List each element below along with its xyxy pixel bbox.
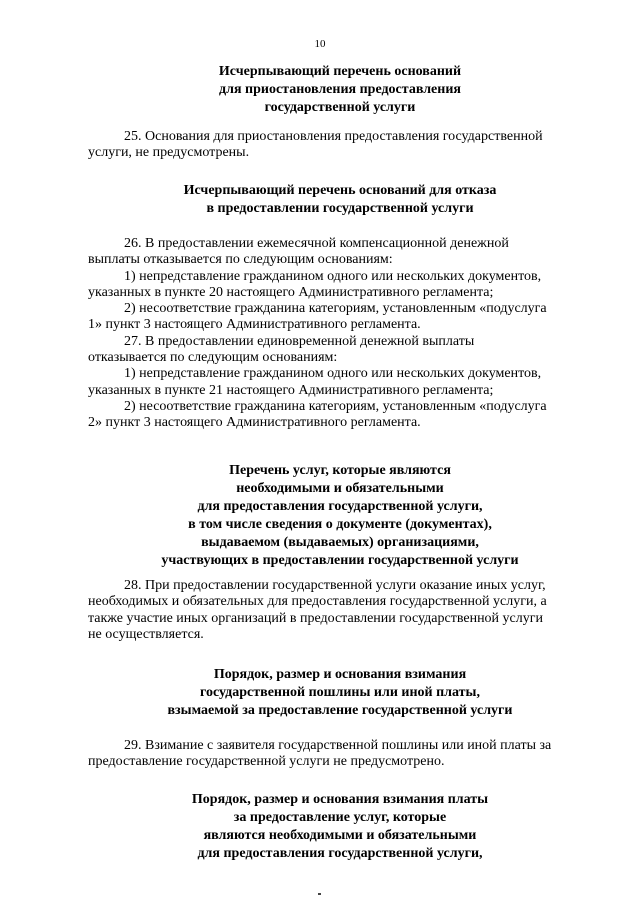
- section-heading-refusal: [100, 182, 580, 218]
- text-line: 26. В предоставлении ежемесячной компенсационной денежной: [124, 236, 509, 251]
- heading-line: государственной пошлины или иной платы,: [200, 685, 480, 700]
- heading-line: Порядок, размер и основания взимания: [213, 667, 467, 682]
- page-number: 10: [314, 38, 326, 50]
- text-line: не осуществляется.: [88, 626, 204, 642]
- text-line: 2) несоответствие гражданина категориям, установленным «подуслуга: [124, 398, 547, 414]
- text-line: выплаты отказывается по следующим основаниям:: [88, 252, 393, 268]
- section-heading-fee-for-services: [100, 791, 580, 863]
- heading-line: Исчерпывающий перечень оснований для отказа: [183, 183, 497, 198]
- heading-line: государственной услуги: [264, 100, 416, 115]
- heading-line: в том числе сведения о документе (документах),: [188, 517, 492, 532]
- text-line: 25. Основания для приостановления предоставления государственной: [124, 129, 543, 144]
- paragraph-28: [88, 578, 590, 643]
- heading-line: выдаваемом (выдаваемых) организациями,: [201, 535, 479, 550]
- heading-line: в предоставлении государственной услуги: [206, 201, 474, 216]
- heading-line: для предоставления государственной услуги,: [197, 499, 483, 514]
- text-line: также участие иных организаций в предоставлении государственной услуги: [88, 610, 543, 626]
- text-line: 1) непредставление гражданином одного или нескольких документов,: [124, 366, 542, 382]
- text-line: 1» пункт 3 настоящего Административного регламента.: [88, 317, 421, 333]
- heading-line: взымаемой за предоставление государственной услуги: [167, 703, 513, 718]
- text-line: указанных в пункте 21 настоящего Административного регламента;: [88, 382, 494, 398]
- text-line: 29. Взимание с заявителя государственной пошлины или иной платы за: [124, 738, 552, 753]
- text-line: 2) несоответствие гражданина категориям, установленным «подуслуга: [124, 301, 547, 317]
- text-line: услуги, не предусмотрены.: [88, 145, 250, 161]
- scan-speck: [318, 893, 321, 895]
- paragraph-25: [88, 129, 590, 162]
- text-line: предоставление государственной услуги не предусмотрено.: [88, 754, 445, 770]
- text-line: 27. В предоставлении единовременной денежной выплаты: [124, 333, 475, 349]
- text-line: 2» пункт 3 настоящего Административного регламента.: [88, 415, 421, 431]
- text-line: 1) непредставление гражданином одного или нескольких документов,: [124, 268, 542, 284]
- heading-line: за предоставление услуг, которые: [233, 810, 447, 825]
- section-heading-suspension: [100, 63, 580, 117]
- heading-line: для приостановления предоставления: [219, 82, 461, 97]
- heading-line: для предоставления государственной услуги,: [197, 846, 483, 861]
- text-line: необходимых и обязательных для предоставления государственной услуги, а: [88, 594, 547, 610]
- heading-line: необходимыми и обязательными: [236, 481, 444, 496]
- text-line: указанных в пункте 20 настоящего Административного регламента;: [88, 284, 494, 300]
- paragraphs-26-27: [88, 236, 590, 432]
- paragraph-29: [88, 738, 590, 771]
- heading-line: Порядок, размер и основания взимания платы: [191, 792, 489, 807]
- heading-line: Исчерпывающий перечень оснований: [218, 64, 462, 79]
- heading-line: являются необходимыми и обязательными: [203, 828, 477, 843]
- heading-line: участвующих в предоставлении государственной услуги: [161, 553, 519, 568]
- text-line: отказывается по следующим основаниям:: [88, 350, 338, 366]
- text-line: 28. При предоставлении государственной услуги оказание иных услуг,: [124, 578, 546, 593]
- heading-line: Перечень услуг, которые являются: [229, 463, 451, 478]
- section-heading-required-services: [100, 462, 580, 570]
- section-heading-state-fee: [100, 666, 580, 720]
